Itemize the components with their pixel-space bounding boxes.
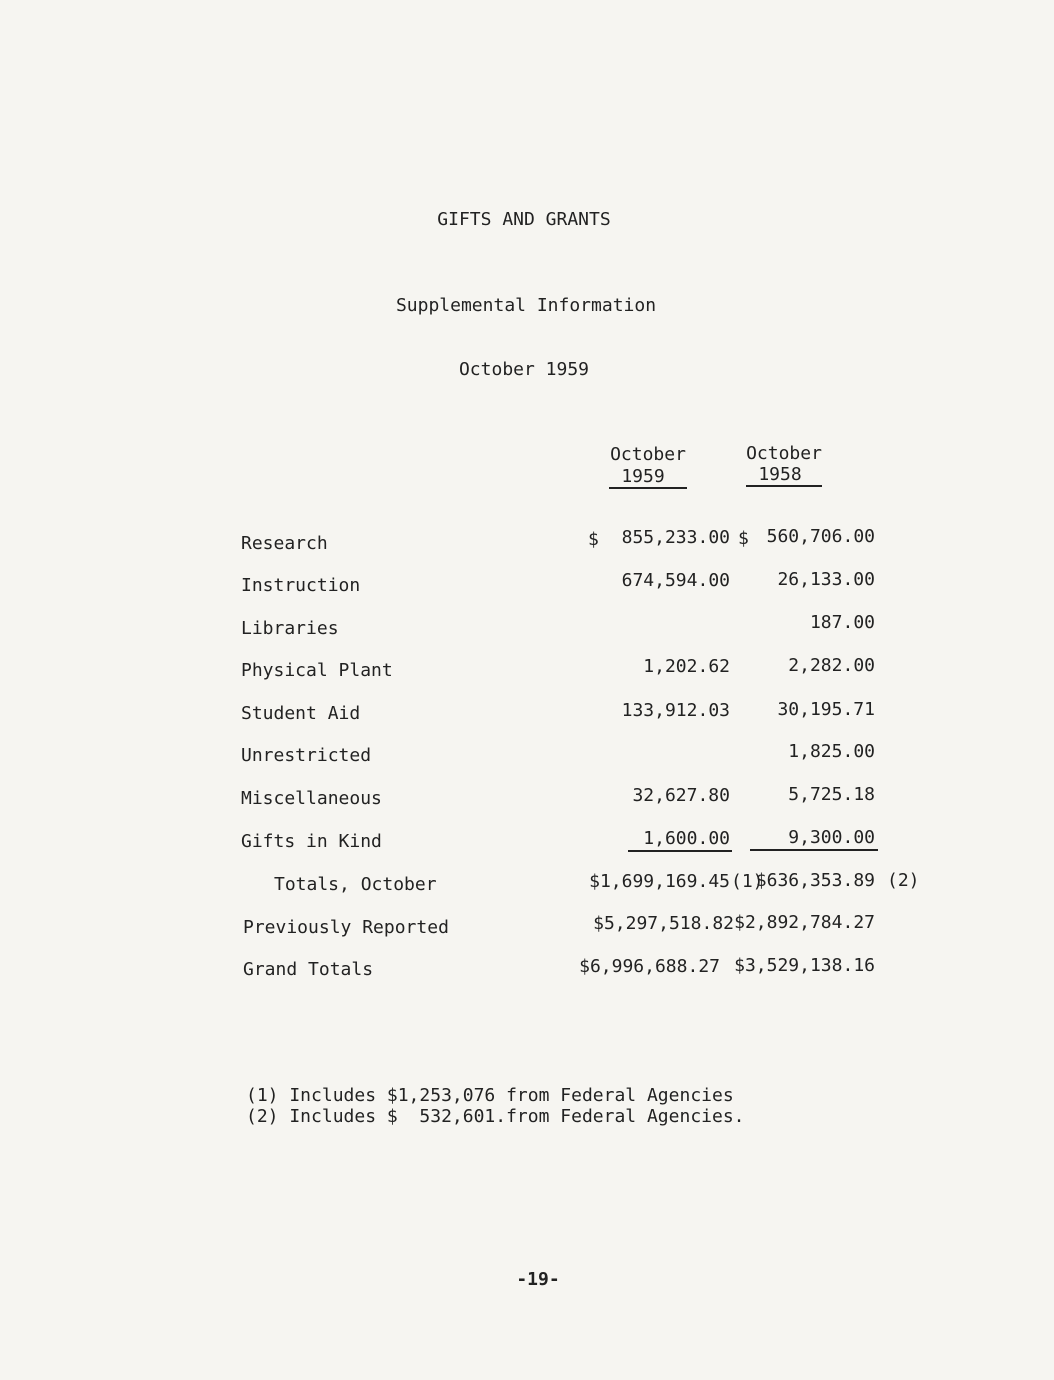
amount-1958: 1,825.00: [788, 741, 875, 762]
amount-1958: 5,725.18: [788, 784, 875, 805]
footnote-marker: (2): [887, 870, 920, 891]
row-label: Grand Totals: [243, 959, 374, 980]
amount-1958: 187.00: [809, 612, 875, 633]
row-label: Research: [241, 533, 328, 554]
amount-1959: 133,912.03: [621, 700, 730, 721]
amount-1959: 855,233.00: [621, 527, 730, 548]
row-label: Libraries: [241, 618, 339, 639]
amount-1959: 1,202.62: [643, 656, 730, 677]
row-label: Totals, October: [274, 874, 437, 895]
footnote-marker: (1): [731, 871, 764, 892]
column-header-month-1959: October: [610, 444, 686, 465]
report-period: October 1959: [458, 359, 590, 380]
amount-1958: 9,300.00: [788, 827, 875, 848]
amount-1959: 674,594.00: [621, 570, 730, 591]
currency-symbol: $: [738, 528, 749, 549]
amount-1958: $3,529,138.16: [734, 955, 875, 976]
row-label: Previously Reported: [243, 917, 449, 938]
footnote: (2) Includes $ 532,601.from Federal Agencies.: [246, 1106, 745, 1127]
amount-1959: 1,600.00: [643, 828, 730, 849]
page-subtitle: Supplemental Information: [395, 295, 657, 316]
row-label: Gifts in Kind: [241, 831, 382, 852]
amount-1958: $636,353.89: [755, 870, 875, 891]
subtotal-underline: [750, 849, 878, 851]
subtotal-underline: [628, 850, 732, 852]
column-header-underline: [609, 487, 687, 489]
row-label: Physical Plant: [241, 660, 393, 681]
amount-1959: $6,996,688.27: [579, 956, 720, 977]
row-label: Miscellaneous: [241, 788, 382, 809]
amount-1958: $2,892,784.27: [734, 912, 875, 933]
amount-1959: $5,297,518.82: [593, 913, 734, 934]
amount-1958: 30,195.71: [777, 699, 875, 720]
row-label: Student Aid: [241, 703, 361, 724]
amount-1959: $1,699,169.45: [589, 871, 730, 892]
amount-1958: 2,282.00: [788, 655, 875, 676]
amount-1958: 560,706.00: [766, 526, 875, 547]
footnote: (1) Includes $1,253,076 from Federal Agencies: [246, 1085, 734, 1106]
column-header-year-1959: 1959: [621, 466, 665, 487]
page-number: -19-: [516, 1269, 560, 1290]
currency-symbol: $: [588, 529, 599, 550]
amount-1959: 32,627.80: [632, 785, 730, 806]
column-header-underline: [746, 485, 822, 487]
row-label: Unrestricted: [241, 745, 372, 766]
column-header-year-1958: 1958: [758, 464, 802, 485]
column-header-month-1958: October: [746, 443, 822, 464]
amount-1958: 26,133.00: [777, 569, 875, 590]
page-title: GIFTS AND GRANTS: [437, 209, 611, 230]
row-label: Instruction: [241, 575, 361, 596]
